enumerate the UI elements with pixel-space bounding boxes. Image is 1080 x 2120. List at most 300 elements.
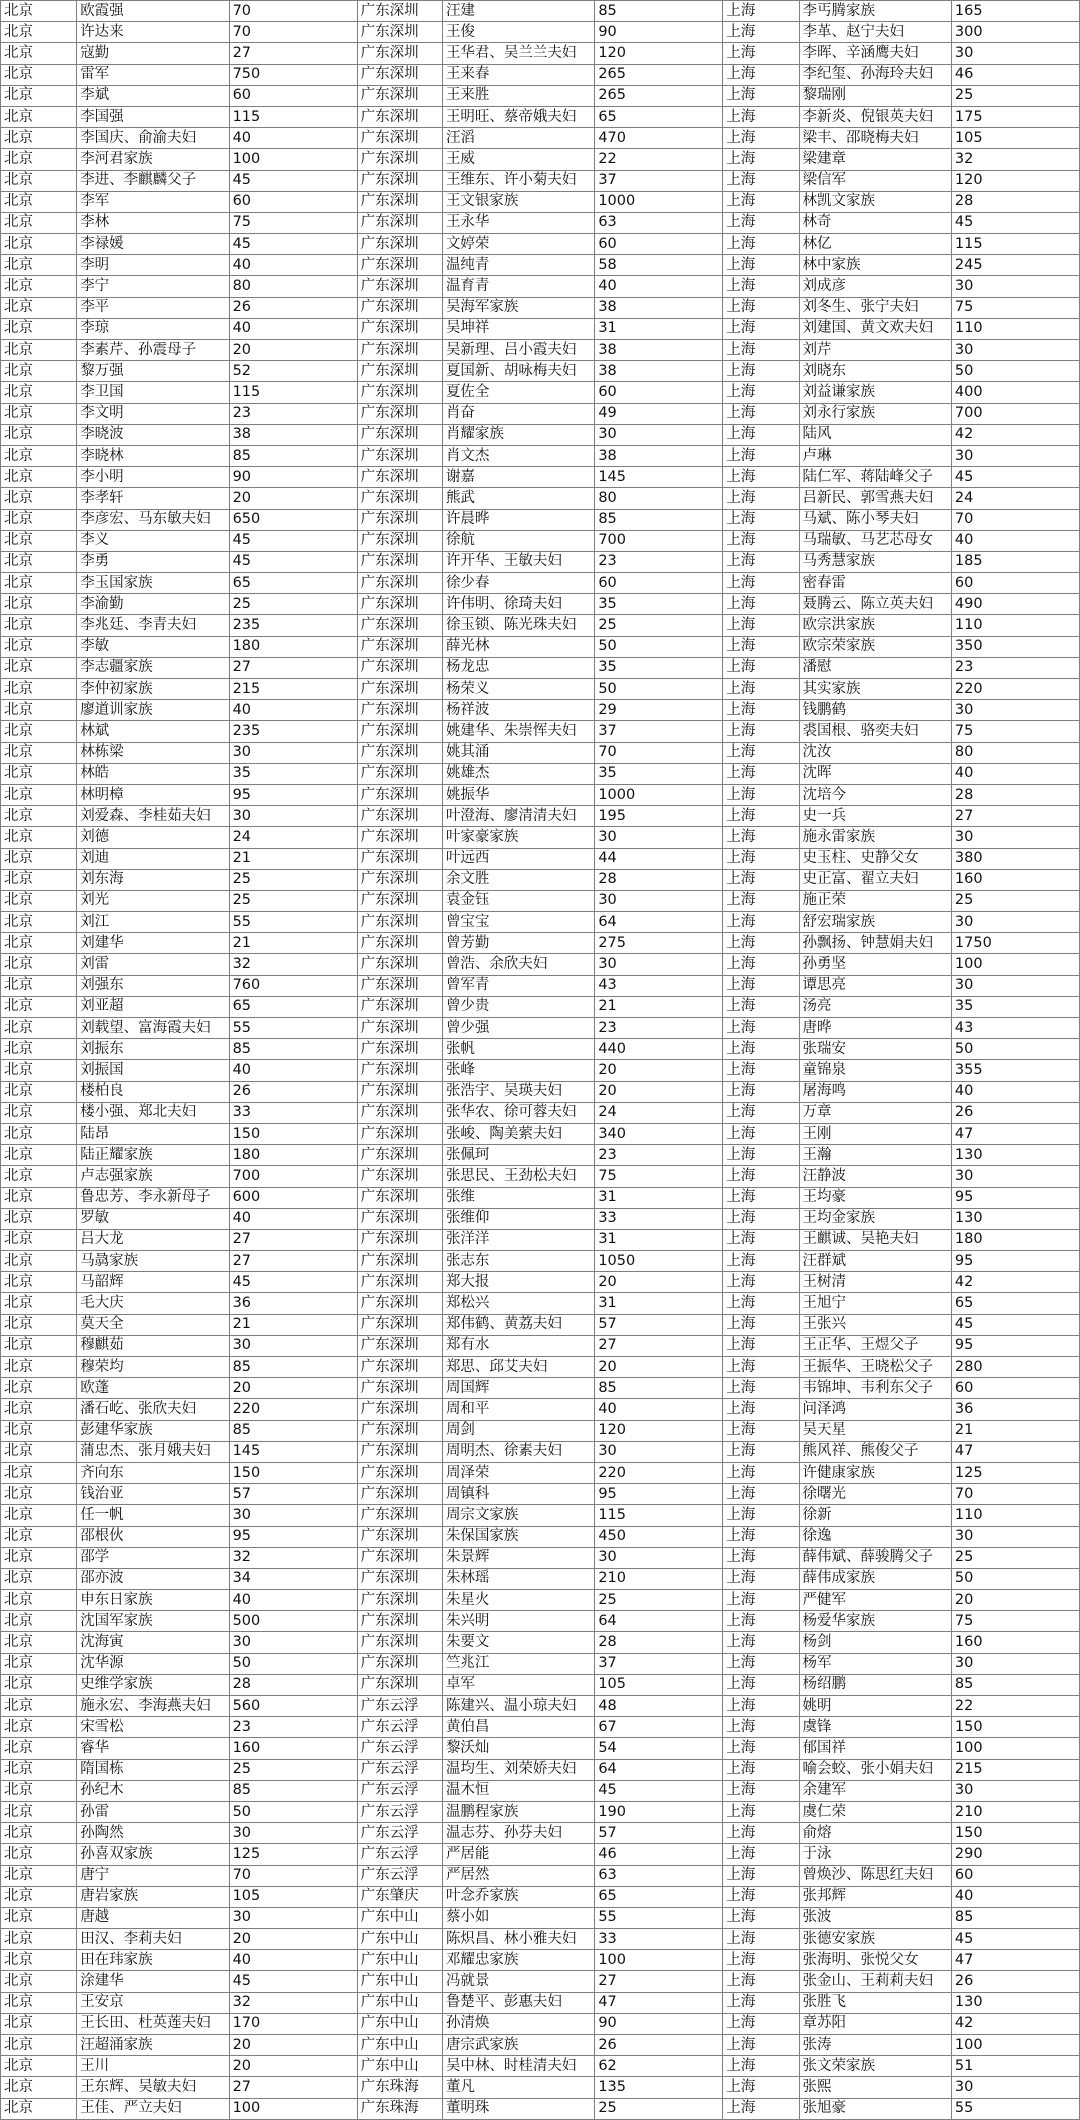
beijing-city-cell: 北京 [1, 1844, 77, 1865]
guangdong-name-cell: 王文银家族 [442, 191, 594, 212]
shanghai-name-cell: 韦锦坤、韦利东父子 [799, 1378, 951, 1399]
guangdong-amount-cell: 440 [595, 1039, 723, 1060]
guangdong-city-cell: 广东深圳 [357, 1484, 442, 1505]
beijing-name-cell: 马韶辉 [77, 1272, 229, 1293]
guangdong-name-cell: 张维仰 [442, 1208, 594, 1229]
table-row [1, 382, 1080, 403]
shanghai-amount-cell: 30 [951, 1166, 1079, 1187]
shanghai-amount-cell: 30 [951, 43, 1079, 64]
shanghai-amount-cell: 100 [951, 2035, 1079, 2056]
guangdong-amount-cell: 195 [595, 806, 723, 827]
guangdong-name-cell: 郑思、邱艾夫妇 [442, 1357, 594, 1378]
beijing-city-cell: 北京 [1, 1060, 77, 1081]
beijing-city-cell: 北京 [1, 890, 77, 911]
table-row [1, 43, 1080, 64]
shanghai-name-cell: 张海明、张悦父女 [799, 1950, 951, 1971]
shanghai-name-cell: 林奇 [799, 212, 951, 233]
table-row [1, 361, 1080, 382]
shanghai-city-cell: 上海 [723, 700, 799, 721]
guangdong-city-cell: 广东深圳 [357, 191, 442, 212]
beijing-amount-cell: 150 [229, 1123, 357, 1144]
shanghai-city-cell: 上海 [723, 382, 799, 403]
guangdong-city-cell: 广东深圳 [357, 657, 442, 678]
shanghai-amount-cell: 380 [951, 848, 1079, 869]
guangdong-amount-cell: 63 [595, 212, 723, 233]
shanghai-name-cell: 严健军 [799, 1590, 951, 1611]
beijing-name-cell: 刘振东 [77, 1039, 229, 1060]
table-row [1, 2035, 1080, 2056]
table-row [1, 890, 1080, 911]
shanghai-city-cell: 上海 [723, 1314, 799, 1335]
beijing-amount-cell: 24 [229, 827, 357, 848]
guangdong-city-cell: 广东中山 [357, 2013, 442, 2034]
beijing-amount-cell: 40 [229, 1060, 357, 1081]
guangdong-amount-cell: 37 [595, 721, 723, 742]
shanghai-amount-cell: 24 [951, 488, 1079, 509]
beijing-city-cell: 北京 [1, 1674, 77, 1695]
guangdong-city-cell: 广东云浮 [357, 1844, 442, 1865]
beijing-amount-cell: 45 [229, 170, 357, 191]
shanghai-city-cell: 上海 [723, 1717, 799, 1738]
shanghai-city-cell: 上海 [723, 806, 799, 827]
beijing-amount-cell: 65 [229, 573, 357, 594]
guangdong-name-cell: 周剑 [442, 1420, 594, 1441]
shanghai-name-cell: 余建军 [799, 1780, 951, 1801]
beijing-amount-cell: 90 [229, 467, 357, 488]
beijing-amount-cell: 20 [229, 340, 357, 361]
beijing-city-cell: 北京 [1, 467, 77, 488]
shanghai-amount-cell: 43 [951, 1018, 1079, 1039]
guangdong-amount-cell: 30 [595, 954, 723, 975]
guangdong-city-cell: 广东深圳 [357, 22, 442, 43]
beijing-name-cell: 毛大庆 [77, 1293, 229, 1314]
beijing-amount-cell: 27 [229, 43, 357, 64]
beijing-amount-cell: 95 [229, 1526, 357, 1547]
guangdong-name-cell: 王明旺、蔡帝娥夫妇 [442, 106, 594, 127]
guangdong-name-cell: 吴海军家族 [442, 297, 594, 318]
shanghai-name-cell: 吕新民、郭雪燕夫妇 [799, 488, 951, 509]
beijing-city-cell: 北京 [1, 1251, 77, 1272]
shanghai-city-cell: 上海 [723, 2013, 799, 2034]
table-row [1, 1971, 1080, 1992]
beijing-amount-cell: 57 [229, 1484, 357, 1505]
guangdong-name-cell: 吴坤祥 [442, 318, 594, 339]
beijing-amount-cell: 30 [229, 1505, 357, 1526]
beijing-city-cell: 北京 [1, 806, 77, 827]
beijing-city-cell: 北京 [1, 594, 77, 615]
guangdong-amount-cell: 50 [595, 636, 723, 657]
beijing-name-cell: 陆正耀家族 [77, 1145, 229, 1166]
shanghai-city-cell: 上海 [723, 1971, 799, 1992]
beijing-amount-cell: 34 [229, 1568, 357, 1589]
beijing-city-cell: 北京 [1, 2056, 77, 2077]
table-row [1, 297, 1080, 318]
guangdong-name-cell: 温志芬、孙芬夫妇 [442, 1823, 594, 1844]
beijing-name-cell: 彭建华家族 [77, 1420, 229, 1441]
beijing-name-cell: 李河君家族 [77, 149, 229, 170]
shanghai-amount-cell: 350 [951, 636, 1079, 657]
beijing-name-cell: 孙喜双家族 [77, 1844, 229, 1865]
beijing-name-cell: 李国庆、俞渝夫妇 [77, 128, 229, 149]
shanghai-amount-cell: 130 [951, 1992, 1079, 2013]
beijing-name-cell: 孙雷 [77, 1801, 229, 1822]
beijing-city-cell: 北京 [1, 43, 77, 64]
shanghai-amount-cell: 180 [951, 1229, 1079, 1250]
guangdong-name-cell: 曾少强 [442, 1018, 594, 1039]
guangdong-amount-cell: 31 [595, 1293, 723, 1314]
guangdong-city-cell: 广东深圳 [357, 1420, 442, 1441]
guangdong-city-cell: 广东深圳 [357, 382, 442, 403]
table-row [1, 212, 1080, 233]
guangdong-amount-cell: 37 [595, 170, 723, 191]
table-row [1, 1717, 1080, 1738]
table-row [1, 170, 1080, 191]
beijing-amount-cell: 20 [229, 488, 357, 509]
shanghai-amount-cell: 55 [951, 2098, 1079, 2119]
guangdong-amount-cell: 30 [595, 890, 723, 911]
shanghai-city-cell: 上海 [723, 1399, 799, 1420]
beijing-city-cell: 北京 [1, 954, 77, 975]
shanghai-city-cell: 上海 [723, 467, 799, 488]
shanghai-amount-cell: 25 [951, 1547, 1079, 1568]
guangdong-name-cell: 张洋洋 [442, 1229, 594, 1250]
guangdong-amount-cell: 1050 [595, 1251, 723, 1272]
table-row [1, 615, 1080, 636]
beijing-city-cell: 北京 [1, 1611, 77, 1632]
beijing-name-cell: 穆麒茹 [77, 1335, 229, 1356]
shanghai-name-cell: 陆风 [799, 424, 951, 445]
shanghai-name-cell: 张邦辉 [799, 1886, 951, 1907]
beijing-amount-cell: 55 [229, 1018, 357, 1039]
beijing-amount-cell: 170 [229, 2013, 357, 2034]
guangdong-city-cell: 广东深圳 [357, 679, 442, 700]
guangdong-name-cell: 张维 [442, 1187, 594, 1208]
guangdong-city-cell: 广东深圳 [357, 1251, 442, 1272]
guangdong-amount-cell: 30 [595, 1547, 723, 1568]
guangdong-amount-cell: 40 [595, 1399, 723, 1420]
guangdong-name-cell: 朱要文 [442, 1632, 594, 1653]
table-row [1, 1674, 1080, 1695]
shanghai-city-cell: 上海 [723, 276, 799, 297]
beijing-city-cell: 北京 [1, 1441, 77, 1462]
guangdong-city-cell: 广东珠海 [357, 2077, 442, 2098]
table-row [1, 1907, 1080, 1928]
shanghai-city-cell: 上海 [723, 551, 799, 572]
shanghai-amount-cell: 300 [951, 22, 1079, 43]
guangdong-amount-cell: 63 [595, 1865, 723, 1886]
beijing-name-cell: 汪超涌家族 [77, 2035, 229, 2056]
guangdong-city-cell: 广东深圳 [357, 234, 442, 255]
guangdong-name-cell: 王维东、许小菊夫妇 [442, 170, 594, 191]
guangdong-name-cell: 张华农、徐可蓉夫妇 [442, 1102, 594, 1123]
guangdong-city-cell: 广东深圳 [357, 445, 442, 466]
shanghai-amount-cell: 75 [951, 721, 1079, 742]
guangdong-name-cell: 温鹏程家族 [442, 1801, 594, 1822]
table-row [1, 318, 1080, 339]
shanghai-name-cell: 吴天星 [799, 1420, 951, 1441]
guangdong-name-cell: 肖文杰 [442, 445, 594, 466]
shanghai-amount-cell: 85 [951, 1907, 1079, 1928]
shanghai-name-cell: 梁信军 [799, 170, 951, 191]
guangdong-amount-cell: 60 [595, 382, 723, 403]
table-row [1, 1738, 1080, 1759]
shanghai-name-cell: 杨剑 [799, 1632, 951, 1653]
shanghai-name-cell: 王张兴 [799, 1314, 951, 1335]
guangdong-name-cell: 夏佐全 [442, 382, 594, 403]
beijing-amount-cell: 45 [229, 551, 357, 572]
beijing-city-cell: 北京 [1, 1632, 77, 1653]
table-row [1, 784, 1080, 805]
shanghai-name-cell: 虞仁荣 [799, 1801, 951, 1822]
table-row [1, 1123, 1080, 1144]
shanghai-amount-cell: 26 [951, 1102, 1079, 1123]
shanghai-city-cell: 上海 [723, 1780, 799, 1801]
shanghai-city-cell: 上海 [723, 64, 799, 85]
guangdong-name-cell: 张佩珂 [442, 1145, 594, 1166]
beijing-city-cell: 北京 [1, 1780, 77, 1801]
table-row [1, 1929, 1080, 1950]
beijing-city-cell: 北京 [1, 191, 77, 212]
table-row [1, 1208, 1080, 1229]
guangdong-city-cell: 广东深圳 [357, 1547, 442, 1568]
guangdong-amount-cell: 31 [595, 318, 723, 339]
shanghai-amount-cell: 95 [951, 1187, 1079, 1208]
guangdong-city-cell: 广东深圳 [357, 340, 442, 361]
beijing-city-cell: 北京 [1, 255, 77, 276]
table-row [1, 763, 1080, 784]
beijing-name-cell: 王川 [77, 2056, 229, 2077]
guangdong-name-cell: 周镇科 [442, 1484, 594, 1505]
shanghai-city-cell: 上海 [723, 1568, 799, 1589]
beijing-amount-cell: 35 [229, 763, 357, 784]
beijing-amount-cell: 38 [229, 424, 357, 445]
guangdong-amount-cell: 25 [595, 2098, 723, 2119]
guangdong-city-cell: 广东中山 [357, 1950, 442, 1971]
guangdong-name-cell: 许伟明、徐琦夫妇 [442, 594, 594, 615]
beijing-city-cell: 北京 [1, 848, 77, 869]
guangdong-city-cell: 广东深圳 [357, 1378, 442, 1399]
guangdong-name-cell: 董凡 [442, 2077, 594, 2098]
table-row [1, 1378, 1080, 1399]
shanghai-city-cell: 上海 [723, 827, 799, 848]
table-row [1, 1081, 1080, 1102]
shanghai-name-cell: 张文荣家族 [799, 2056, 951, 2077]
shanghai-name-cell: 徐曙光 [799, 1484, 951, 1505]
guangdong-amount-cell: 85 [595, 1378, 723, 1399]
table-row [1, 2013, 1080, 2034]
guangdong-name-cell: 袁金钰 [442, 890, 594, 911]
guangdong-amount-cell: 90 [595, 22, 723, 43]
guangdong-city-cell: 广东云浮 [357, 1717, 442, 1738]
beijing-name-cell: 沈国军家族 [77, 1611, 229, 1632]
beijing-name-cell: 欧蓬 [77, 1378, 229, 1399]
guangdong-amount-cell: 37 [595, 1653, 723, 1674]
shanghai-city-cell: 上海 [723, 149, 799, 170]
table-row [1, 530, 1080, 551]
shanghai-city-cell: 上海 [723, 234, 799, 255]
shanghai-city-cell: 上海 [723, 912, 799, 933]
guangdong-name-cell: 汪滔 [442, 128, 594, 149]
shanghai-name-cell: 虞锋 [799, 1717, 951, 1738]
beijing-name-cell: 刘迪 [77, 848, 229, 869]
shanghai-city-cell: 上海 [723, 1865, 799, 1886]
beijing-city-cell: 北京 [1, 1823, 77, 1844]
guangdong-city-cell: 广东深圳 [357, 1568, 442, 1589]
guangdong-city-cell: 广东云浮 [357, 1801, 442, 1822]
shanghai-amount-cell: 42 [951, 1272, 1079, 1293]
beijing-amount-cell: 115 [229, 106, 357, 127]
guangdong-amount-cell: 28 [595, 869, 723, 890]
beijing-name-cell: 刘江 [77, 912, 229, 933]
guangdong-amount-cell: 45 [595, 1780, 723, 1801]
table-row [1, 340, 1080, 361]
shanghai-city-cell: 上海 [723, 1229, 799, 1250]
beijing-name-cell: 邵根伙 [77, 1526, 229, 1547]
shanghai-amount-cell: 80 [951, 742, 1079, 763]
shanghai-name-cell: 史玉柱、史静父女 [799, 848, 951, 869]
guangdong-city-cell: 广东深圳 [357, 1166, 442, 1187]
guangdong-city-cell: 广东云浮 [357, 1759, 442, 1780]
shanghai-name-cell: 郁国祥 [799, 1738, 951, 1759]
beijing-amount-cell: 180 [229, 1145, 357, 1166]
shanghai-amount-cell: 47 [951, 1441, 1079, 1462]
beijing-city-cell: 北京 [1, 1929, 77, 1950]
shanghai-name-cell: 刘冬生、张宁夫妇 [799, 297, 951, 318]
guangdong-name-cell: 杨龙忠 [442, 657, 594, 678]
beijing-city-cell: 北京 [1, 551, 77, 572]
beijing-city-cell: 北京 [1, 763, 77, 784]
guangdong-city-cell: 广东深圳 [357, 488, 442, 509]
table-row [1, 1, 1080, 22]
beijing-name-cell: 陆昂 [77, 1123, 229, 1144]
shanghai-name-cell: 张德安家族 [799, 1929, 951, 1950]
shanghai-city-cell: 上海 [723, 488, 799, 509]
shanghai-city-cell: 上海 [723, 1357, 799, 1378]
guangdong-amount-cell: 38 [595, 297, 723, 318]
shanghai-city-cell: 上海 [723, 403, 799, 424]
beijing-name-cell: 李敏 [77, 636, 229, 657]
shanghai-name-cell: 马斌、陈小琴夫妇 [799, 509, 951, 530]
shanghai-name-cell: 舒宏瑞家族 [799, 912, 951, 933]
guangdong-name-cell: 姚建华、朱崇恽夫妇 [442, 721, 594, 742]
shanghai-amount-cell: 32 [951, 149, 1079, 170]
shanghai-city-cell: 上海 [723, 573, 799, 594]
table-row [1, 721, 1080, 742]
beijing-amount-cell: 100 [229, 149, 357, 170]
beijing-name-cell: 任一帆 [77, 1505, 229, 1526]
shanghai-name-cell: 王刚 [799, 1123, 951, 1144]
guangdong-city-cell: 广东深圳 [357, 975, 442, 996]
beijing-amount-cell: 70 [229, 1, 357, 22]
shanghai-amount-cell: 125 [951, 1462, 1079, 1483]
beijing-name-cell: 李素芹、孙震母子 [77, 340, 229, 361]
beijing-name-cell: 李斌 [77, 85, 229, 106]
table-row [1, 467, 1080, 488]
shanghai-amount-cell: 30 [951, 1526, 1079, 1547]
beijing-name-cell: 李孝轩 [77, 488, 229, 509]
guangdong-name-cell: 周明杰、徐素夫妇 [442, 1441, 594, 1462]
shanghai-amount-cell: 85 [951, 1674, 1079, 1695]
guangdong-amount-cell: 95 [595, 1484, 723, 1505]
guangdong-city-cell: 广东深圳 [357, 1208, 442, 1229]
beijing-amount-cell: 52 [229, 361, 357, 382]
shanghai-city-cell: 上海 [723, 509, 799, 530]
shanghai-city-cell: 上海 [723, 1611, 799, 1632]
beijing-name-cell: 王佳、严立夫妇 [77, 2098, 229, 2119]
beijing-city-cell: 北京 [1, 2077, 77, 2098]
shanghai-city-cell: 上海 [723, 1081, 799, 1102]
guangdong-city-cell: 广东深圳 [357, 1272, 442, 1293]
guangdong-amount-cell: 35 [595, 594, 723, 615]
table-row [1, 996, 1080, 1017]
shanghai-city-cell: 上海 [723, 1950, 799, 1971]
guangdong-city-cell: 广东深圳 [357, 106, 442, 127]
table-row [1, 1229, 1080, 1250]
shanghai-amount-cell: 50 [951, 1568, 1079, 1589]
guangdong-amount-cell: 1000 [595, 784, 723, 805]
shanghai-city-cell: 上海 [723, 2035, 799, 2056]
shanghai-name-cell: 张瑞安 [799, 1039, 951, 1060]
beijing-city-cell: 北京 [1, 615, 77, 636]
beijing-name-cell: 李卫国 [77, 382, 229, 403]
guangdong-name-cell: 邓耀忠家族 [442, 1950, 594, 1971]
shanghai-name-cell: 孙飘扬、钟慧娟夫妇 [799, 933, 951, 954]
table-row [1, 149, 1080, 170]
beijing-name-cell: 李宁 [77, 276, 229, 297]
beijing-amount-cell: 27 [229, 1251, 357, 1272]
beijing-name-cell: 沈华源 [77, 1653, 229, 1674]
beijing-amount-cell: 85 [229, 1420, 357, 1441]
table-row [1, 424, 1080, 445]
beijing-amount-cell: 235 [229, 615, 357, 636]
beijing-city-cell: 北京 [1, 1462, 77, 1483]
shanghai-amount-cell: 26 [951, 1971, 1079, 1992]
guangdong-amount-cell: 25 [595, 1590, 723, 1611]
beijing-amount-cell: 70 [229, 22, 357, 43]
shanghai-city-cell: 上海 [723, 1823, 799, 1844]
guangdong-name-cell: 曾宝宝 [442, 912, 594, 933]
beijing-amount-cell: 21 [229, 933, 357, 954]
guangdong-amount-cell: 27 [595, 1971, 723, 1992]
beijing-amount-cell: 115 [229, 382, 357, 403]
beijing-city-cell: 北京 [1, 64, 77, 85]
shanghai-amount-cell: 110 [951, 615, 1079, 636]
shanghai-city-cell: 上海 [723, 1166, 799, 1187]
guangdong-name-cell: 王来春 [442, 64, 594, 85]
table-row [1, 2098, 1080, 2119]
shanghai-name-cell: 沈汝 [799, 742, 951, 763]
shanghai-amount-cell: 30 [951, 445, 1079, 466]
beijing-amount-cell: 28 [229, 1674, 357, 1695]
guangdong-amount-cell: 23 [595, 551, 723, 572]
shanghai-name-cell: 杨绍鹏 [799, 1674, 951, 1695]
guangdong-amount-cell: 33 [595, 1929, 723, 1950]
table-row [1, 255, 1080, 276]
guangdong-city-cell: 广东深圳 [357, 742, 442, 763]
guangdong-name-cell: 汪建 [442, 1, 594, 22]
guangdong-city-cell: 广东深圳 [357, 1505, 442, 1526]
guangdong-city-cell: 广东深圳 [357, 827, 442, 848]
beijing-amount-cell: 650 [229, 509, 357, 530]
guangdong-amount-cell: 65 [595, 106, 723, 127]
shanghai-city-cell: 上海 [723, 1929, 799, 1950]
guangdong-amount-cell: 210 [595, 1568, 723, 1589]
shanghai-name-cell: 施永雷家族 [799, 827, 951, 848]
table-row [1, 1823, 1080, 1844]
shanghai-name-cell: 于泳 [799, 1844, 951, 1865]
guangdong-name-cell: 竺兆江 [442, 1653, 594, 1674]
beijing-city-cell: 北京 [1, 149, 77, 170]
